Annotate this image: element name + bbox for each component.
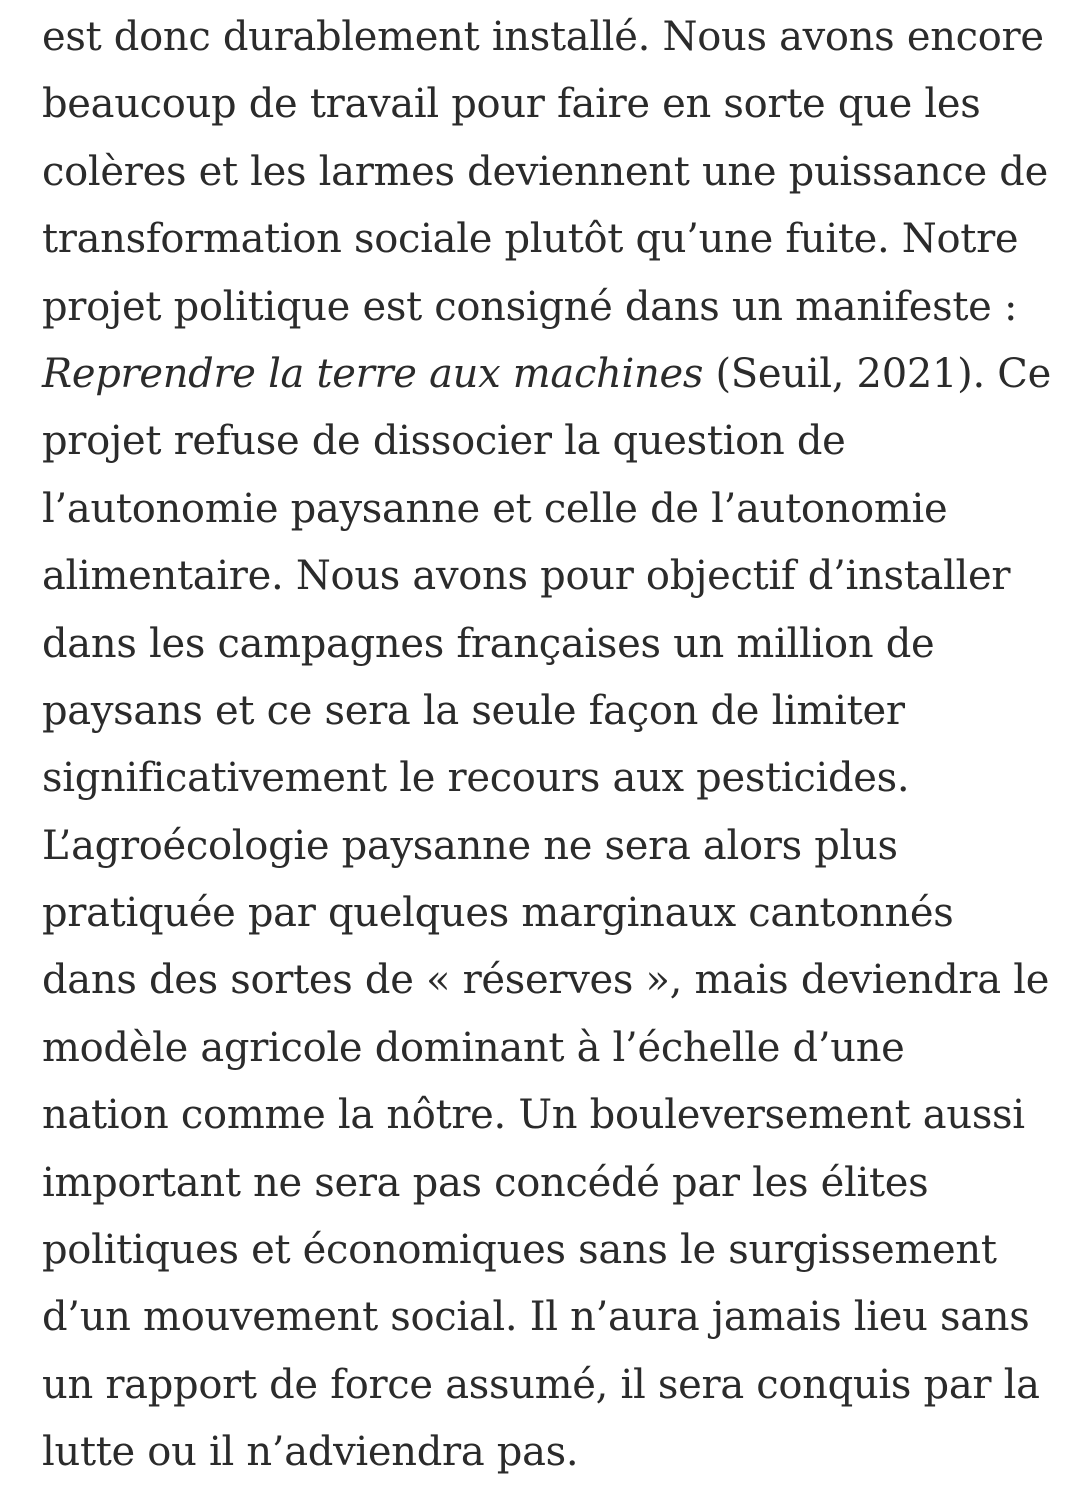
article-body	[42, 4, 1052, 1487]
text-line: nation comme la nôtre. Un bouleversement aussi	[42, 1092, 1025, 1139]
text-line: un rapport de force assumé, il sera conquis par la	[42, 1361, 1040, 1408]
text-line: modèle agricole dominant à l’échelle d’une	[42, 1024, 905, 1071]
text-line: alimentaire. Nous avons pour objectif d’installer	[42, 553, 1011, 600]
text-line: significativement le recours aux pesticides.	[42, 755, 910, 802]
book-citation: (Seuil, 2021). Ce	[703, 350, 1051, 397]
text-line: politiques et économiques sans le surgissement	[42, 1227, 997, 1274]
text-line: dans des sortes de « réserves », mais deviendra le	[42, 957, 1050, 1004]
text-line: d’un mouvement social. Il n’aura jamais lieu sans	[42, 1294, 1030, 1341]
text-line: l’autonomie paysanne et celle de l’autonomie	[42, 485, 948, 532]
book-title: Reprendre la terre aux machines	[42, 350, 704, 397]
text-line: L’agroécologie paysanne ne sera alors plus	[42, 822, 898, 869]
text-line: colères et les larmes deviennent une puissance de	[42, 148, 1048, 195]
text-line: projet politique est consigné dans un manifeste :	[42, 283, 1018, 330]
text-line: lutte ou il n’adviendra pas.	[42, 1429, 579, 1476]
text-line: important ne sera pas concédé par les élites	[42, 1159, 929, 1206]
text-line: projet refuse de dissocier la question de	[42, 418, 846, 465]
text-line: transformation sociale plutôt qu’une fuite. Notre	[42, 216, 1019, 263]
text-line: est donc durablement installé. Nous avons encore	[42, 14, 1044, 60]
text-line: paysans et ce sera la seule façon de limiter	[42, 687, 905, 734]
text-line	[42, 341, 1052, 408]
text-line: dans les campagnes françaises un million de	[42, 620, 935, 667]
text-line: beaucoup de travail pour faire en sorte que les	[42, 81, 981, 128]
text-line: pratiquée par quelques marginaux cantonnés	[42, 890, 954, 937]
